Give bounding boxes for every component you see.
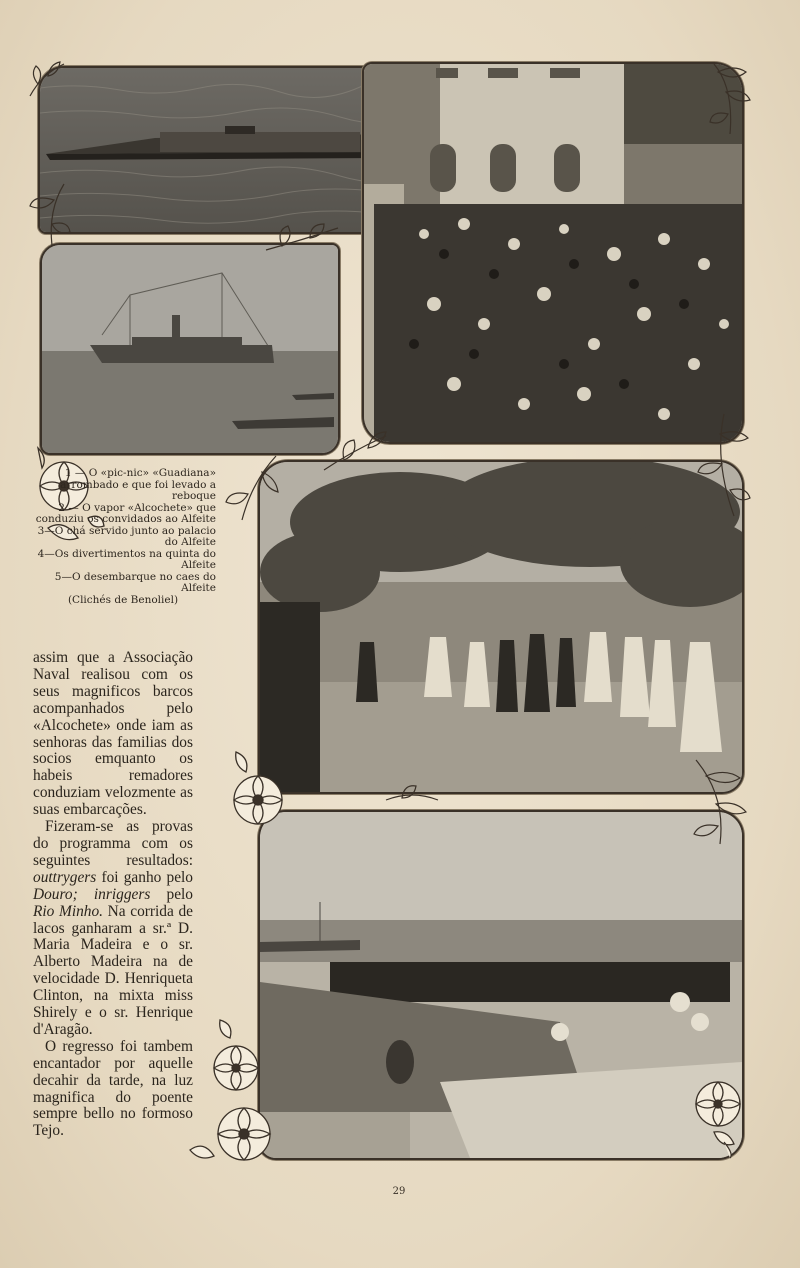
results-text: pelo: [150, 885, 193, 903]
rose-ornament-icon: [180, 1010, 290, 1170]
leaf-ornament-icon: [686, 756, 756, 848]
rose-ornament-icon: [216, 742, 296, 846]
palace-crowd-image: [364, 64, 742, 442]
photo-landing-pier: [258, 810, 744, 1160]
leaf-ornament-icon: [382, 780, 442, 810]
article-paragraph-3: O regresso foi tambem encantador por aquelle decahir da tarde, na luz magnifica do poente sempre bello no formoso Tejo.: [33, 1037, 193, 1140]
caption-entry-4: 4—Os divertimentos na quinta do Alfeite: [37, 547, 216, 571]
pier-image: [260, 812, 742, 1158]
photo-steamer-alcochete: [40, 243, 340, 455]
results-intro: Fizeram-se as provas do programma com os seguintes resultados:: [33, 818, 193, 869]
dancing-crowd-image: [260, 462, 742, 792]
article-paragraph-2: [33, 819, 193, 1039]
caption-entry-3: 3—O chá servido junto ao palacio do Alfeite: [37, 524, 216, 548]
caption-entry-1: 1 — O «pic-nic» «Guadiana» arrombado e que foi levado a reboque: [60, 467, 216, 502]
leaf-ornament-icon: [24, 180, 74, 250]
steamer-image: [42, 245, 338, 453]
article-text: [33, 650, 193, 1140]
caption-entry-5: 5—O desembarque no caes do Alfeite: [54, 570, 216, 594]
leaf-ornament-icon: [24, 56, 72, 104]
leaf-ornament-icon: [694, 410, 754, 520]
caption-entry-2: 2 — O vapor «Alcochete» que conduziu os convidados ao Alfeite: [35, 501, 216, 525]
page-number: 29: [392, 1186, 406, 1197]
leaf-ornament-icon: [262, 220, 342, 260]
article-paragraph-1: assim que a Associação Naval realisou com os seus magnificos barcos acompanhados pelo «Alcochete» onde iam as senhoras das familias dos socios emquanto os habeis remadores conduziam velozmente as suas embarcações.: [33, 649, 193, 819]
results-text: foi ganho pelo: [96, 868, 193, 886]
photo-credit: (Clichés de Benoliel): [67, 593, 179, 606]
photo-festivities: [258, 460, 744, 794]
leaf-ornament-icon: [320, 426, 390, 476]
boat-name-rio-minho: Rio Minho.: [33, 902, 104, 920]
leaf-ornament-icon: [704, 58, 756, 138]
results-winners: Na corrida de lacos ganharam a sr.ª D. Maria Madeira e o sr. Alberto Madeira na de velocidade D. Henriqueta Clinton, na mixta miss Shirely e o sr. Henrique d'Aragão.: [33, 902, 193, 1038]
rose-ornament-icon: [684, 1070, 754, 1160]
leaf-ornament-icon: [222, 452, 282, 524]
photo-captions: [30, 468, 216, 606]
boat-name-douro: Douro; inriggers: [33, 885, 151, 903]
photo-tea-at-palace: [362, 62, 744, 444]
boat-class-outtrygers: outtrygers: [33, 868, 97, 886]
